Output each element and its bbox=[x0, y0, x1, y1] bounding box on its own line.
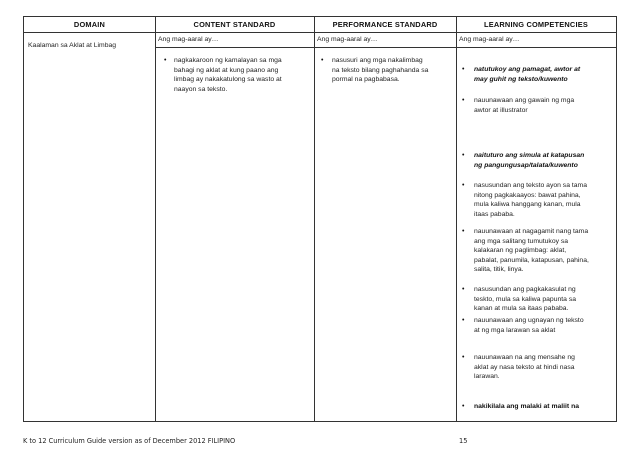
bullet-icon: • bbox=[462, 317, 465, 324]
competency-line: salita, titik, linya. bbox=[474, 266, 524, 274]
performance-standard-line: pormal na pagbabasa. bbox=[332, 76, 400, 84]
bullet-icon: • bbox=[164, 57, 167, 64]
footer-caption: K to 12 Curriculum Guide version as of December 2012 FILIPINO bbox=[23, 437, 236, 445]
column-divider bbox=[456, 17, 457, 421]
content-standard-line: limbag ay nakakatulong sa wasto at bbox=[174, 76, 282, 84]
competency-line: pabalat, panumila, katapusan, pahina, bbox=[474, 256, 589, 264]
content-standard-line: nagkakaroon ng kamalayan sa mga bbox=[174, 57, 282, 64]
competency-line: may guhit ng teksto/kuwento bbox=[474, 75, 568, 83]
subheader-divider bbox=[155, 47, 616, 48]
competency-line: nauunawaan ang ugnayan ng teksto bbox=[474, 317, 584, 324]
competency-line: awtor at illustrator bbox=[474, 106, 528, 114]
header-content-standard: CONTENT STANDARD bbox=[193, 20, 276, 29]
competency-line: natutukoy ang pamagat, awtor at bbox=[474, 66, 581, 73]
competency-line: kanan at mula sa itaas pababa. bbox=[474, 305, 569, 313]
competency-line: nauunawaan at nagagamit nang tama bbox=[474, 228, 589, 235]
competency-line: naituturo ang simula at katapusan bbox=[474, 152, 585, 159]
competency-line: mula kaliwa hanggang kanan, mula bbox=[474, 201, 581, 209]
header-performance-standard: PERFORMANCE STANDARD bbox=[332, 20, 438, 29]
competency-line: nakikilala ang malaki at maliit na bbox=[474, 403, 580, 410]
column-divider bbox=[314, 17, 315, 421]
performance-standard-line: nasusuri ang mga nakalimbag bbox=[332, 57, 423, 64]
performance-standard-line: na teksto bilang paghahanda sa bbox=[332, 66, 429, 74]
competency-line: kalakaran ng paglimbag: aklat, bbox=[474, 247, 567, 255]
content-standard-line: naayon sa teksto. bbox=[174, 85, 228, 93]
bullet-icon: • bbox=[462, 286, 465, 293]
competency-line: nitong pagkakaayos: bawat pahina, bbox=[474, 191, 581, 199]
header-domain: DOMAIN bbox=[73, 20, 106, 29]
competency-line: ang mga salitang tumutukoy sa bbox=[474, 237, 569, 245]
bullet-icon: • bbox=[462, 403, 465, 410]
competency-line: larawan. bbox=[474, 373, 500, 381]
bullet-icon: • bbox=[462, 228, 465, 235]
competency-line: at ng mga larawan sa aklat bbox=[474, 326, 556, 334]
bullet-icon: • bbox=[462, 97, 465, 104]
competency-line: itaas pababa. bbox=[474, 210, 515, 218]
competency-line: nauunawaan ang gawain ng mga bbox=[474, 97, 575, 104]
subheader-competencies: Ang mag-aaral ay… bbox=[459, 36, 520, 43]
content-standard-line: bahagi ng aklat at kung paano ang bbox=[174, 66, 279, 74]
column-divider bbox=[155, 17, 156, 421]
bullet-icon: • bbox=[462, 354, 465, 361]
competency-line: aklat ay nasa teksto at hindi nasa bbox=[474, 363, 575, 371]
footer-page-number: 15 bbox=[459, 437, 468, 445]
bullet-icon: • bbox=[462, 66, 465, 73]
competency-line: nasusundan ang teksto ayon sa tama bbox=[474, 182, 587, 189]
curriculum-table bbox=[23, 16, 617, 422]
bullet-icon: • bbox=[462, 152, 465, 159]
bullet-icon: • bbox=[321, 57, 324, 64]
competency-line: nauunawaan na ang mensahe ng bbox=[474, 354, 575, 361]
domain-cell: Kaalaman sa Aklat at Limbag bbox=[28, 42, 117, 49]
competency-line: nasusundan ang pagkakasulat ng bbox=[474, 286, 576, 293]
table-header-row bbox=[24, 17, 616, 33]
header-learning-competencies: LEARNING COMPETENCIES bbox=[484, 20, 588, 29]
competency-line: ng pangungusap/talata/kuwento bbox=[474, 161, 578, 169]
subheader-performance: Ang mag-aaral ay… bbox=[317, 36, 378, 43]
subheader-content: Ang mag-aaral ay… bbox=[158, 36, 219, 43]
bullet-icon: • bbox=[462, 182, 465, 189]
competency-line: teskto, mula sa kaliwa papunta sa bbox=[474, 295, 577, 303]
